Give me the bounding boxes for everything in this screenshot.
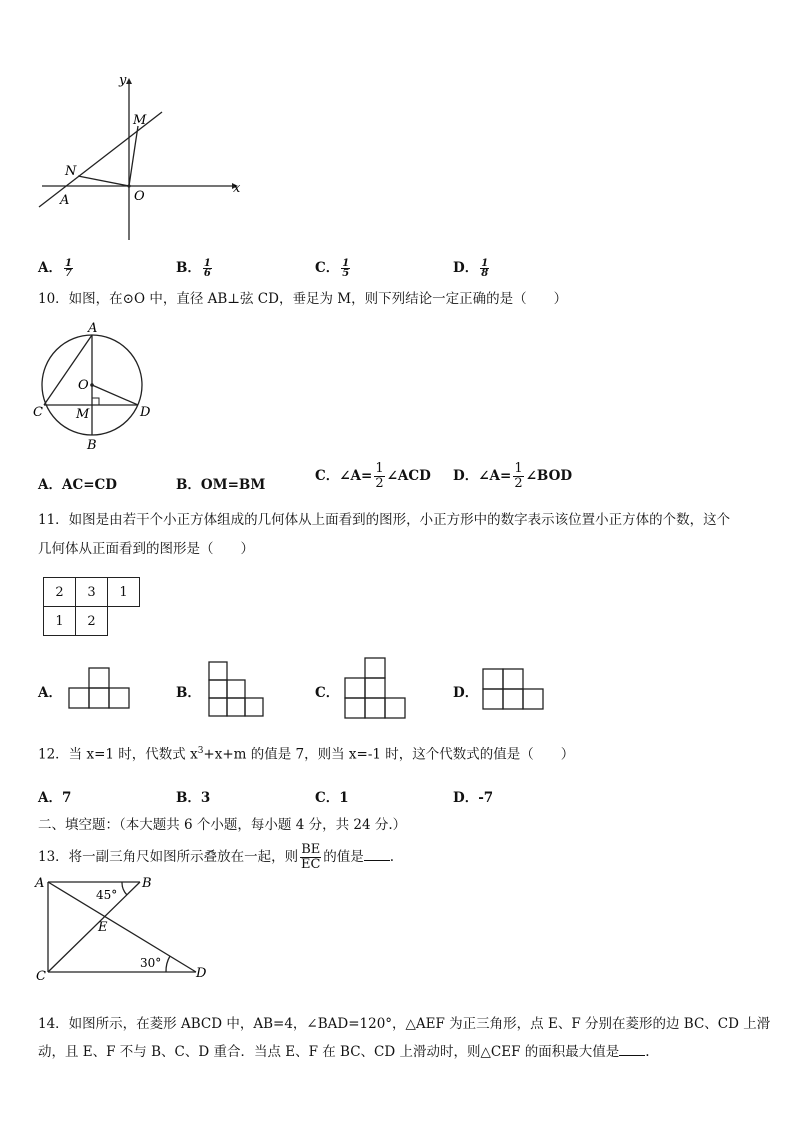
q10-label-m: M bbox=[76, 407, 90, 422]
q9-label-n: N bbox=[65, 164, 77, 179]
q10-option-b[interactable]: B．OM=BM bbox=[176, 477, 266, 493]
q10-circle-figure bbox=[30, 318, 160, 453]
grid-cell: 2 bbox=[76, 607, 108, 636]
q10-label-c: C bbox=[33, 405, 43, 420]
q10-option-c[interactable]: C．∠A= $\frac{1}{2}$ ∠ACD bbox=[315, 461, 431, 491]
q10-label-d: D bbox=[140, 405, 151, 420]
q12-question-text: 12．当 x=1 时，代数式 $x^3+x+m$ 的值是 7，则当 x=-1 时，这个代数式的值是（ ） bbox=[38, 746, 575, 763]
q13-label-a: A bbox=[35, 876, 45, 891]
q11-option-c[interactable]: C． bbox=[315, 685, 340, 701]
grid-cell-empty bbox=[108, 607, 140, 636]
q9-option-a[interactable]: A． $\frac{1}{7}$ bbox=[38, 258, 72, 279]
q14-answer-blank[interactable] bbox=[619, 1041, 645, 1056]
q10-label-b: B bbox=[87, 438, 97, 453]
q9-label-y: y bbox=[119, 73, 127, 88]
grid-cell: 1 bbox=[108, 578, 140, 607]
q11-option-d-figure[interactable] bbox=[481, 667, 547, 711]
q12-option-d[interactable]: D．-7 bbox=[453, 790, 494, 806]
q13-label-e: E bbox=[98, 920, 108, 935]
q11-option-b-figure[interactable] bbox=[207, 660, 267, 720]
q13-label-d: D bbox=[196, 966, 207, 981]
q9-option-b[interactable]: B． $\frac{1}{6}$ bbox=[176, 258, 211, 279]
q9-coordinate-figure bbox=[30, 70, 250, 245]
grid-cell: 1 bbox=[44, 607, 76, 636]
q14-question-line1: 14．如图所示，在菱形 ABCD 中，AB=4，∠BAD=120°，△AEF 为正三角形，点 E、F 分别在菱形的边 BC、CD 上滑 bbox=[38, 1016, 771, 1032]
q11-question-line2: 几何体从正面看到的图形是（ ） bbox=[38, 541, 254, 557]
q14-question-line2: 动，且 E、F 不与 B、C、D 重合．当点 E、F 在 BC、CD 上滑动时，则△CEF 的面积最大值是 . bbox=[38, 1041, 650, 1062]
q9-label-o: O bbox=[134, 189, 145, 204]
q12-option-a[interactable]: A．7 bbox=[38, 790, 72, 806]
q11-option-d[interactable]: D． bbox=[453, 685, 479, 701]
q13-label-c: C bbox=[36, 969, 46, 982]
q9-label-m: M bbox=[133, 113, 147, 128]
q11-top-view-grid bbox=[43, 577, 140, 636]
q13-label-b: B bbox=[142, 876, 152, 891]
q10-label-o: O bbox=[78, 378, 89, 393]
q11-option-b[interactable]: B． bbox=[176, 685, 201, 701]
q10-option-d[interactable]: D．∠A= $\frac{1}{2}$ ∠BOD bbox=[453, 461, 573, 491]
q10-option-a[interactable]: A．AC=CD bbox=[38, 477, 117, 493]
q9-label-x: x bbox=[233, 181, 241, 196]
q13-answer-blank[interactable] bbox=[364, 846, 390, 861]
q9-option-c[interactable]: C． $\frac{1}{5}$ bbox=[315, 258, 350, 279]
q9-label-a: A bbox=[60, 193, 70, 208]
q13-triangles-figure bbox=[30, 870, 215, 982]
q11-question-line1: 11．如图是由若干个小正方体组成的几何体从上面看到的图形，小正方形中的数字表示该位置小正方体的个数，这个 bbox=[38, 512, 731, 528]
q11-option-a-figure[interactable] bbox=[68, 666, 132, 710]
q9-option-d[interactable]: D． $\frac{1}{8}$ bbox=[453, 258, 489, 279]
q12-option-b[interactable]: B．3 bbox=[176, 790, 211, 806]
q12-option-c[interactable]: C．1 bbox=[315, 790, 349, 806]
grid-cell: 2 bbox=[44, 578, 76, 607]
q11-option-c-figure[interactable] bbox=[343, 656, 409, 720]
section-2-title: 二、填空题：（本大题共 6 个小题，每小题 4 分，共 24 分.） bbox=[38, 817, 407, 833]
q13-angle-30: 30° bbox=[140, 956, 162, 970]
q10-label-a: A bbox=[88, 321, 98, 336]
q11-option-a[interactable]: A． bbox=[38, 685, 62, 701]
q13-question-text: 13．将一副三角尺如图所示叠放在一起，则 $\frac{BE}{EC}$ 的值是 . bbox=[38, 842, 395, 872]
q13-angle-45: 45° bbox=[96, 888, 118, 902]
grid-cell: 3 bbox=[76, 578, 108, 607]
q10-question-text: 10．如图，在⊙O 中，直径 AB⊥弦 CD，垂足为 M，则下列结论一定正确的是（ ） bbox=[38, 291, 568, 307]
